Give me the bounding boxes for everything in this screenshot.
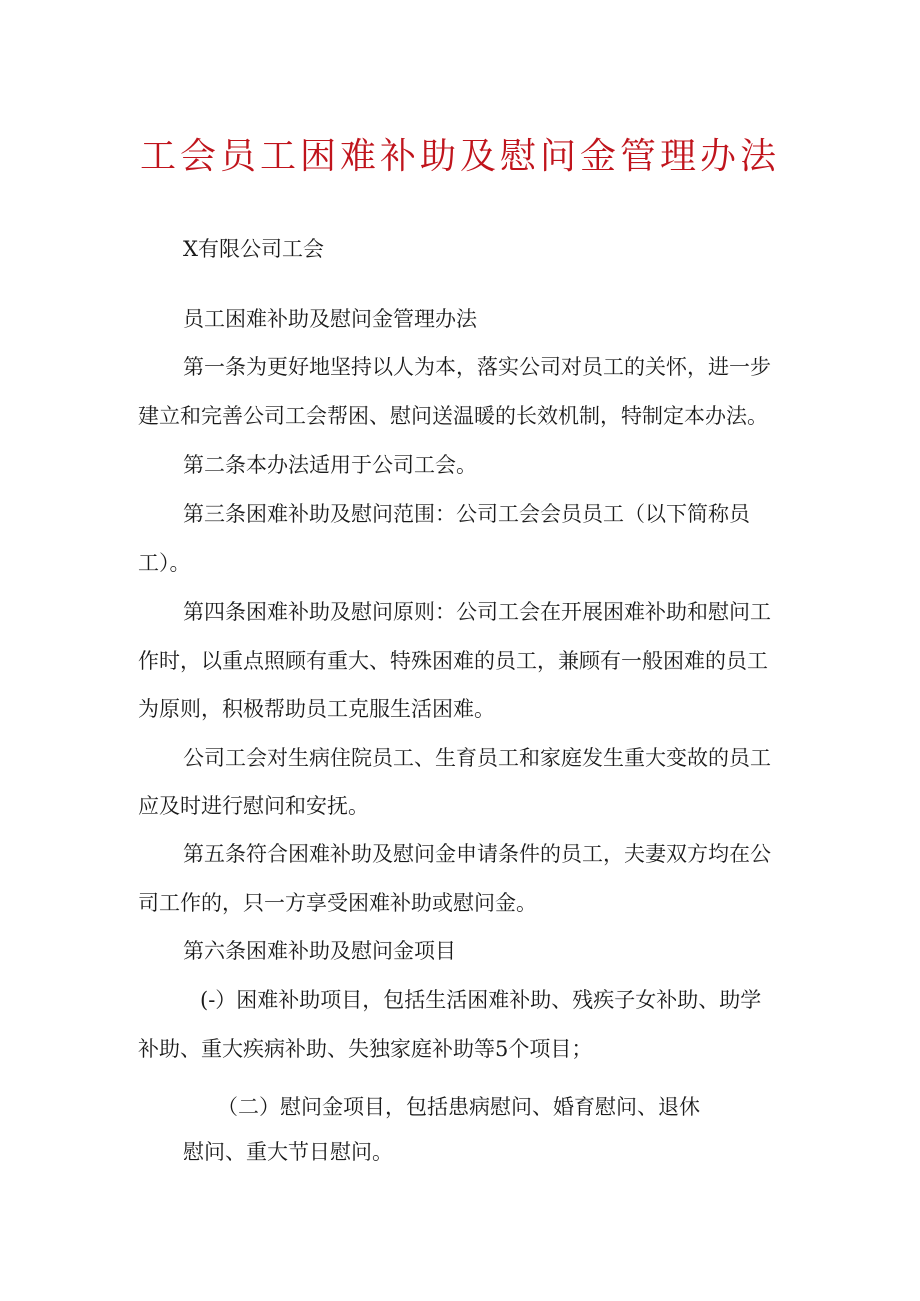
article-5-line-1: 第五条符合困难补助及慰问金申请条件的员工，夫妻双方均在公 xyxy=(183,842,771,866)
paragraph-line-1: 公司工会对生病住院员工、生育员工和家庭发生重大变故的员工 xyxy=(183,746,771,770)
document-subtitle: 员工困难补助及慰问金管理办法 xyxy=(183,307,477,331)
article-1-line-2: 建立和完善公司工会帮困、慰问送温暖的长效机制，特制定本办法。 xyxy=(138,404,768,428)
article-2: 第二条本办法适用于公司工会。 xyxy=(183,453,477,477)
article-3-line-1: 第三条困难补助及慰问范围：公司工会会员员工（以下简称员 xyxy=(183,502,750,526)
document-title: 工会员工困难补助及慰问金管理办法 xyxy=(139,136,780,177)
article-3-line-2: 工）。 xyxy=(138,551,191,575)
article-6: 第六条困难补助及慰问金项目 xyxy=(183,939,456,963)
article-4-line-3: 为原则，积极帮助员工克服生活困难。 xyxy=(138,697,495,721)
article-1-line-1: 第一条为更好地坚持以人为本，落实公司对员工的关怀，进一步 xyxy=(183,355,771,379)
article-4-line-2: 作时，以重点照顾有重大、特殊困难的员工，兼顾有一般困难的员工 xyxy=(138,649,768,673)
article-5-line-2: 司工作的，只一方享受困难补助或慰问金。 xyxy=(138,891,537,915)
item-2-line-2: 慰问、重大节日慰问。 xyxy=(183,1140,393,1164)
article-4-line-1: 第四条困难补助及慰问原则：公司工会在开展困难补助和慰问工 xyxy=(183,600,771,624)
item-2-line-1: （二）慰问金项目，包括患病慰问、婚育慰问、退休 xyxy=(217,1095,700,1119)
paragraph-line-2: 应及时进行慰问和安抚。 xyxy=(138,794,369,818)
organization-name: X有限公司工会 xyxy=(183,237,324,261)
item-1-line-1: (-）困难补助项目，包括生活困难补助、残疾子女补助、助学 xyxy=(200,988,762,1012)
item-1-line-2: 补助、重大疾病补助、失独家庭补助等5个项目； xyxy=(138,1037,593,1061)
